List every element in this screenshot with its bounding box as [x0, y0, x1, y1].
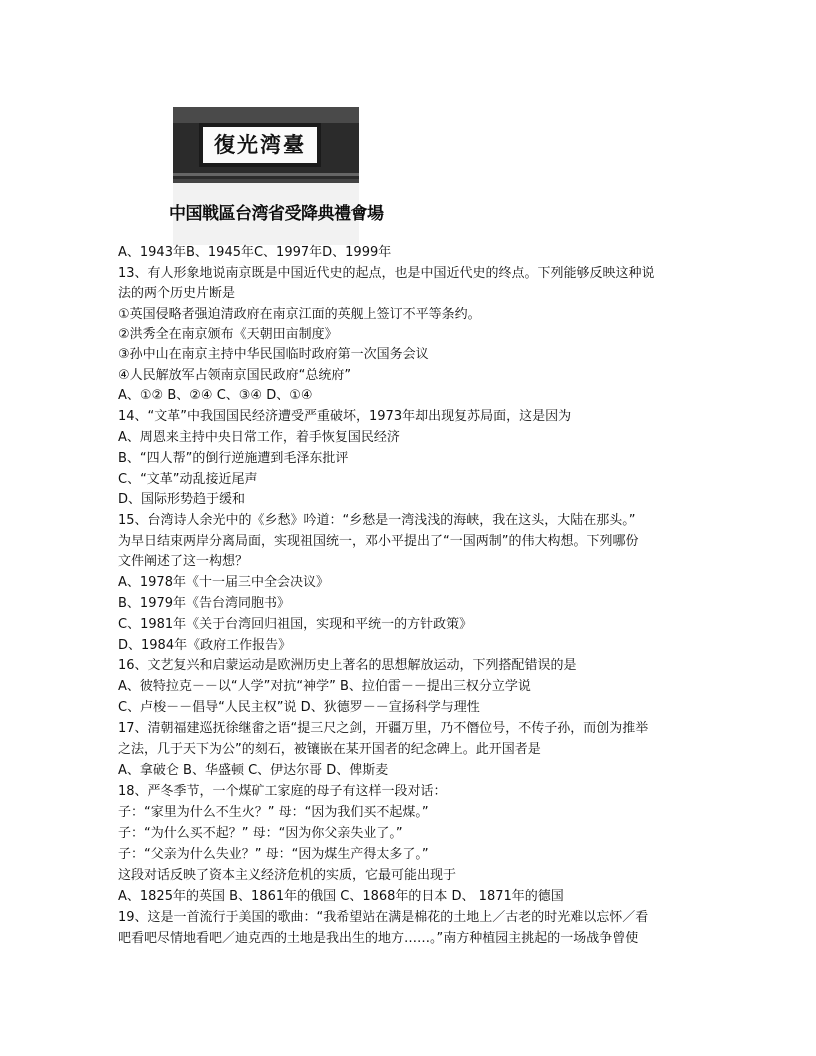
photo-sign: 復光湾臺 [199, 123, 321, 167]
text-line: 文件阐述了这一构想？ [118, 554, 249, 569]
text-line: A、①② B、②④ C、③④ D、①④ [118, 388, 313, 403]
text-line: ②洪秀全在南京颁布《天朝田亩制度》 [118, 327, 338, 342]
text-line: ①英国侵略者强迫清政府在南京江面的英舰上签订不平等条约。 [118, 307, 481, 322]
text-line: 子：“为什么买不起？” 母：“因为你父亲失业了。” [118, 826, 403, 841]
text-line: B、1979年《告台湾同胞书》 [118, 596, 291, 611]
photo-banner-text: 中国戦區台湾省受降典禮會場 [169, 204, 384, 224]
text-line: B、“四人帮”的倒行逆施遭到毛泽东批评 [118, 451, 349, 466]
text-line: D、国际形势趋于缓和 [118, 492, 246, 507]
historical-photo [169, 107, 384, 244]
text-line: 这段对话反映了资本主义经济危机的实质，它最可能出现于 [118, 868, 457, 883]
text-line: 19、这是一首流行于美国的歌曲：“我希望站在满是棉花的土地上／古老的时光难以忘怀／看 [118, 910, 649, 925]
text-line: ③孙中山在南京主持中华民国临时政府第一次国务会议 [118, 347, 429, 362]
text-line: 14、“文革”中我国国民经济遭受严重破坏，1973年却出现复苏局面，这是因为 [118, 409, 572, 424]
text-line: 为早日结束两岸分离局面，实现祖国统一，邓小平提出了“一国两制”的伟大构想。下列哪份 [118, 534, 639, 549]
text-line: 15、台湾诗人余光中的《乡愁》吟道：“乡愁是一湾浅浅的海峡，我在这头，大陆在那头。” [118, 513, 636, 528]
text-line: A、周恩来主持中央日常工作，着手恢复国民经济 [118, 430, 400, 445]
text-line: ④人民解放军占领南京国民政府“总统府” [118, 368, 352, 383]
text-line: A、1825年的英国 B、1861年的俄国 C、1868年的日本 D、 1871年的德国 [118, 889, 564, 904]
text-line: C、“文革”动乱接近尾声 [118, 472, 258, 487]
text-line: 17、清朝福建巡抚徐继畬之语“提三尺之剑，开疆万里，乃不僭位号，不传子孙，而创为推举 [118, 721, 649, 736]
photo-banner [169, 179, 384, 245]
text-line: A、拿破仑 B、华盛顿 C、伊达尔哥 D、俾斯麦 [118, 763, 389, 778]
text-line: 之法，几于天下为公”的刻石，被镶嵌在某开国者的纪念碑上。此开国者是 [118, 742, 541, 757]
text-line: 吧看吧尽情地看吧／迪克西的土地是我出生的地方……。”南方种植园主挑起的一场战争曾使 [118, 931, 639, 946]
text-line: 18、严冬季节，一个煤矿工家庭的母子有这样一段对话： [118, 784, 447, 799]
text-line: A、1943年B、1945年C、1997年D、1999年 [118, 245, 392, 260]
text-line: C、1981年《关于台湾回归祖国，实现和平统一的方针政策》 [118, 617, 473, 632]
text-line: 13、有人形象地说南京既是中国近代史的起点，也是中国近代史的终点。下列能够反映这种说 [118, 266, 655, 281]
text-line: D、1984年《政府工作报告》 [118, 638, 292, 653]
photo-top-band [173, 107, 359, 123]
photo-stripe [173, 173, 359, 176]
text-line: 子：“父亲为什么失业？” 母：“因为煤生产得太多了。” [118, 847, 429, 862]
text-line: A、1978年《十一届三中全会决议》 [118, 575, 329, 590]
text-line: 法的两个历史片断是 [118, 286, 236, 301]
text-line: 16、文艺复兴和启蒙运动是欧洲历史上著名的思想解放运动，下列搭配错误的是 [118, 658, 577, 673]
text-line: C、卢梭－－倡导“人民主权”说 D、狄德罗－－宣扬科学与理性 [118, 700, 480, 715]
text-line: A、彼特拉克－－以“人学”对抗“神学” B、拉伯雷－－提出三权分立学说 [118, 679, 531, 694]
text-line: 子：“家里为什么不生火？” 母：“因为我们买不起煤。” [118, 805, 429, 820]
